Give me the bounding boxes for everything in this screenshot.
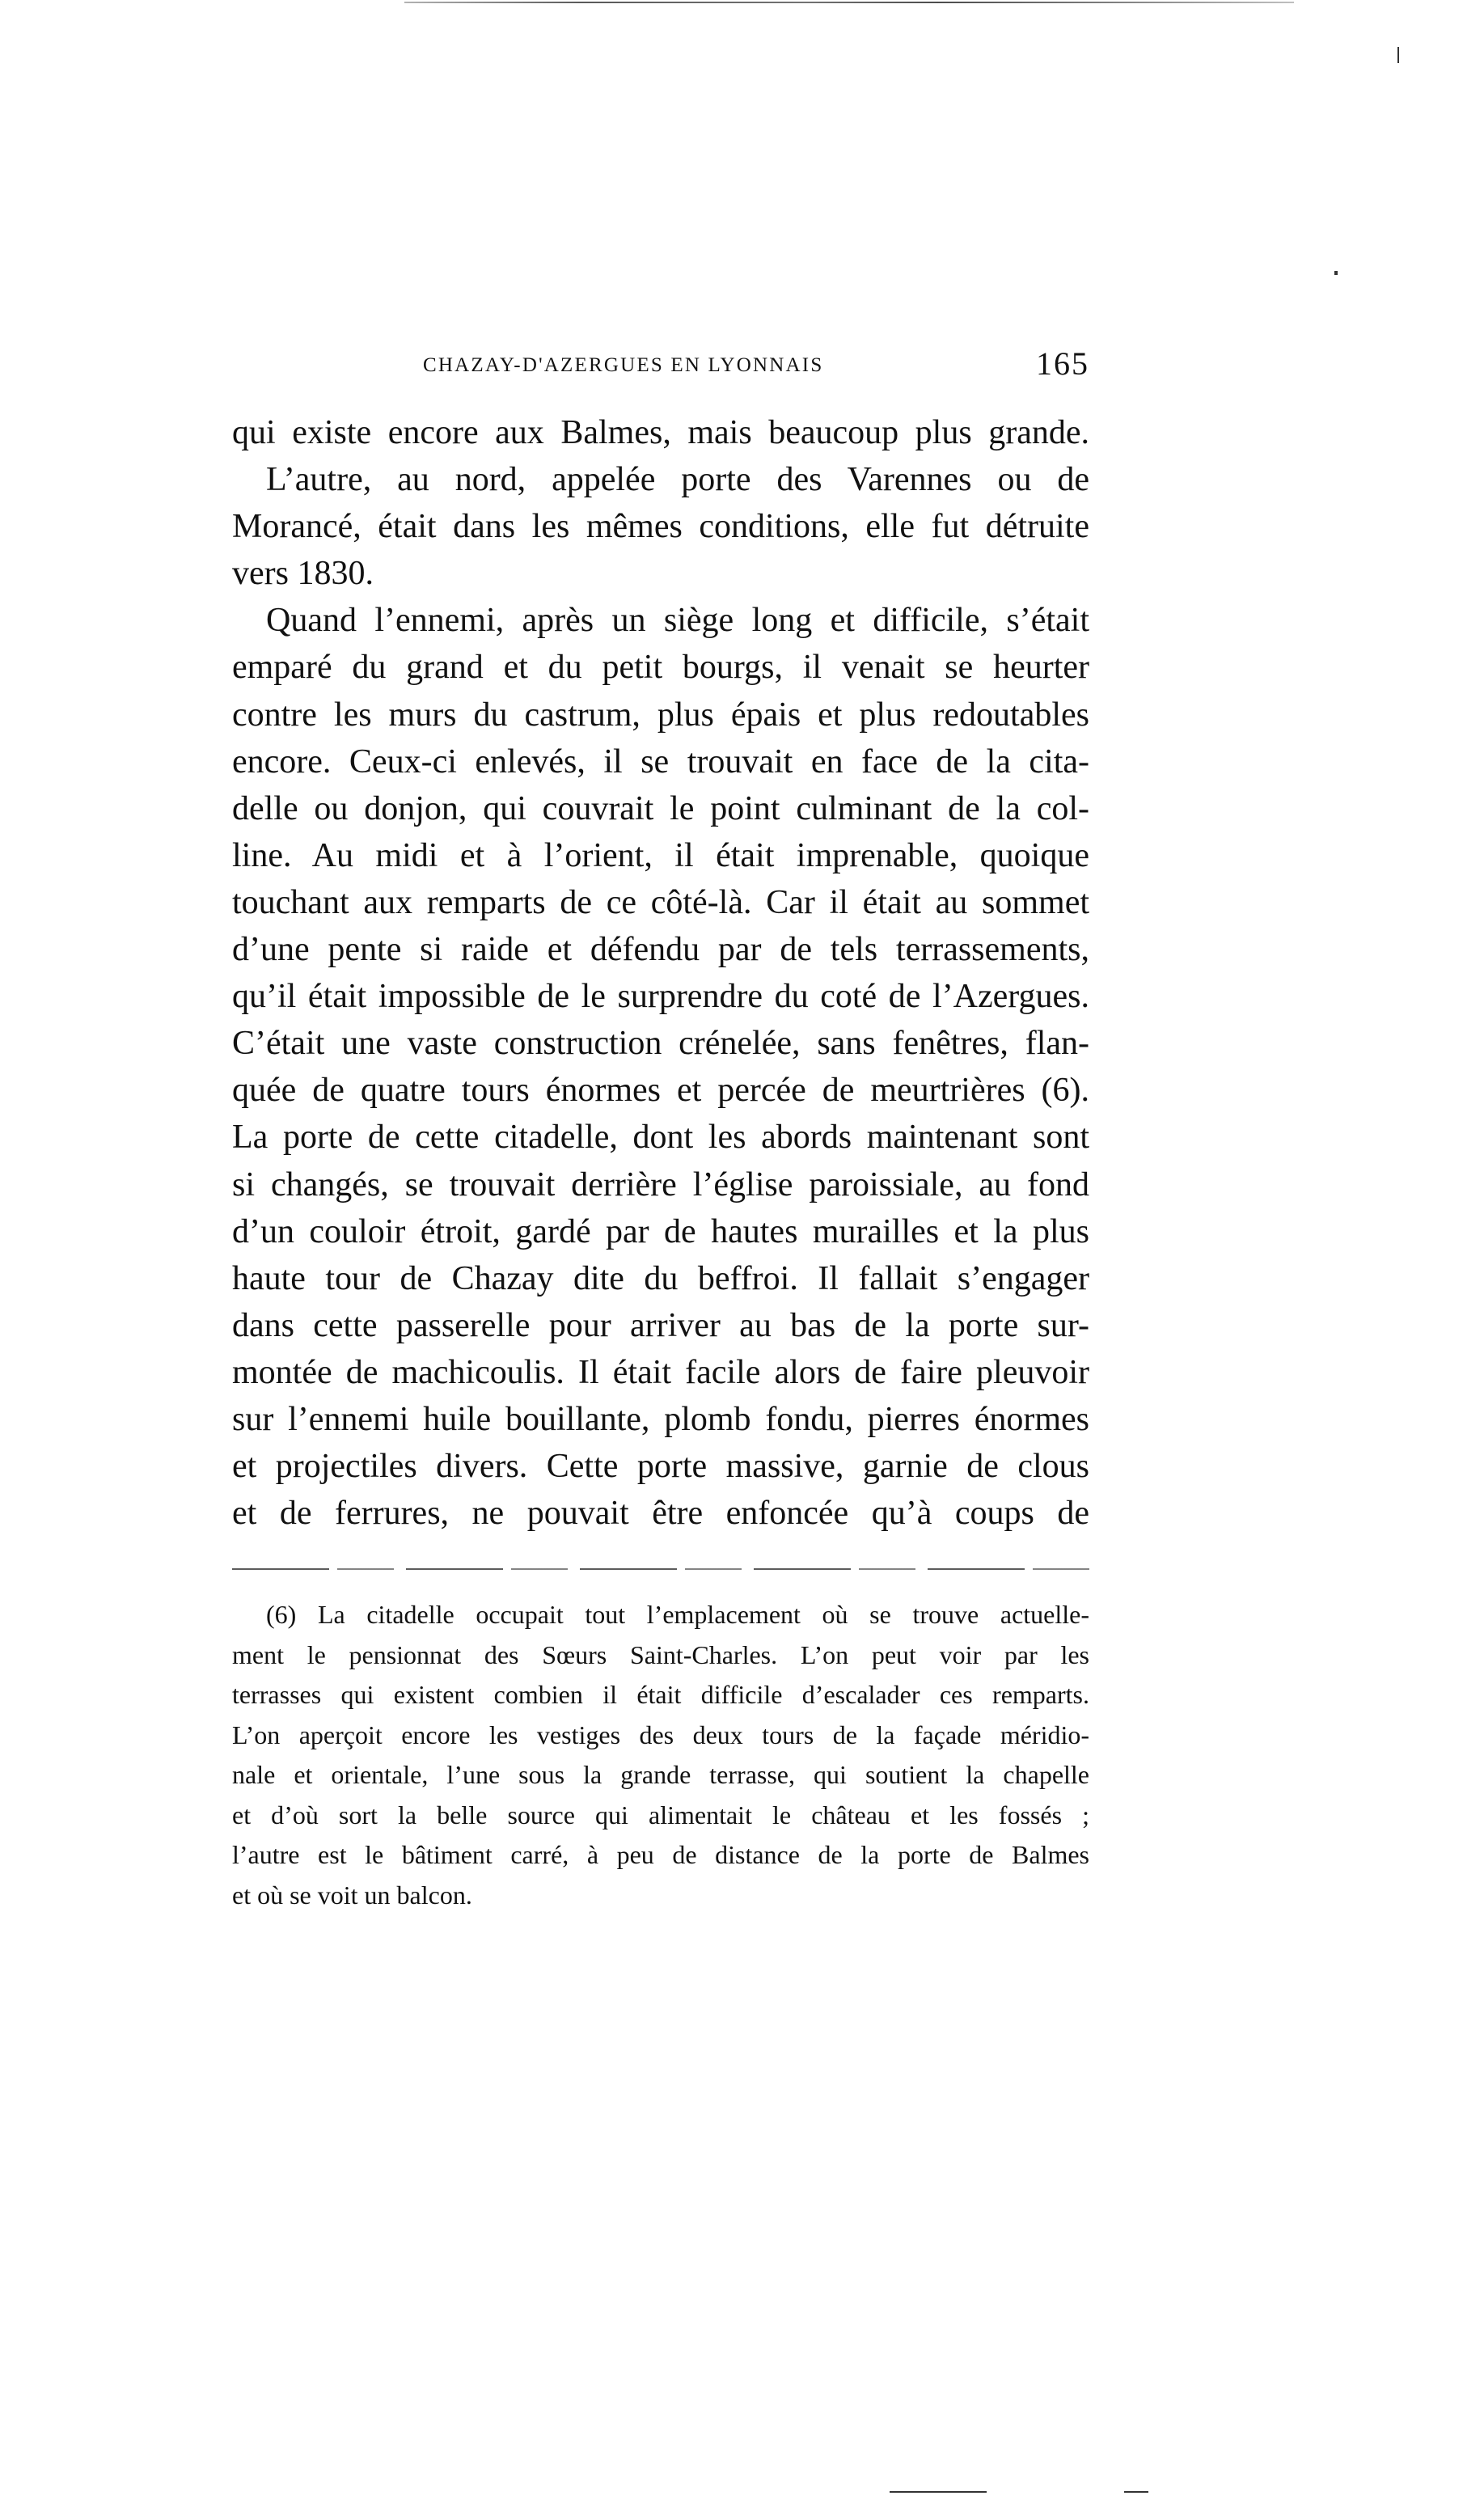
body-text [232,409,1089,1537]
body-line: emparé du grand et du petit bourgs, il venait se heurter [232,649,1089,687]
body-line: si changés, se trouvait derrière l’église paroissiale, au fond [232,1165,1089,1203]
body-line: contre les murs du castrum, plus épais et plus redoutables [232,696,1089,734]
footnote-line: L’on aperçoit encore les vestiges des deux tours de la façade méridio- [232,1720,1089,1749]
scan-speck [1334,271,1338,275]
body-line: L’autre, au nord, appelée porte des Varennes ou de [266,461,1089,499]
footnote-line: et où se voit un balcon. [232,1880,472,1910]
body-line: delle ou donjon, qui couvrait le point culminant de la col- [232,789,1089,827]
footnote-line: nale et orientale, l’une sous la grande terrasse, qui soutient la chapelle [232,1760,1089,1789]
body-line: et projectiles divers. Cette porte massive, garnie de clous [232,1448,1089,1486]
body-line: d’une pente si raide et défendu par de tels terrassements, [232,931,1089,969]
footnote-line: terrasses qui existent combien il était difficile d’escalader ces remparts. [232,1680,1089,1709]
scan-speck [1397,47,1399,63]
body-line: encore. Ceux-ci enlevés, il se trouvait en face de la cita- [232,742,1089,780]
body-line: Morancé, était dans les mêmes conditions, elle fut détruite [232,508,1089,546]
body-line: line. Au midi et à l’orient, il était imprenable, quoique [232,836,1089,874]
footnote-line: et d’où sort la belle source qui alimentait le château et les fossés ; [232,1800,1089,1830]
body-line: haute tour de Chazay dite du beffroi. Il fallait s’engager [232,1259,1089,1297]
footnote-line: (6) La citadelle occupait tout l’emplacement où se trouve actuelle- [266,1600,1089,1629]
body-line: montée de machicoulis. Il était facile alors de faire pleuvoir [232,1353,1089,1391]
footnote-separator [232,1568,1089,1570]
body-line: La porte de cette citadelle, dont les abords maintenant sont [232,1119,1089,1157]
scan-speck [890,2491,987,2493]
body-line: C’était une vaste construction crénelée, sans fenêtres, flan- [232,1025,1089,1063]
body-line: et de ferrures, ne pouvait être enfoncée qu’à coups de [232,1495,1089,1533]
body-line: qu’il était impossible de le surprendre du coté de l’Azergues. [232,978,1089,1016]
page-number: 165 [1036,345,1089,382]
body-line: sur l’ennemi huile bouillante, plomb fondu, pierres énormes [232,1400,1089,1438]
footnote-line: l’autre est le bâtiment carré, à peu de distance de la porte de Balmes [232,1840,1089,1869]
body-line: vers 1830. [232,555,374,593]
body-line: quée de quatre tours énormes et percée de meurtrières (6). [232,1072,1089,1110]
footnote [232,1595,1089,1915]
body-line: qui existe encore aux Balmes, mais beaucoup plus grande. [232,414,1089,451]
body-line: Quand l’ennemi, après un siège long et difficile, s’était [266,602,1089,640]
body-line: d’un couloir étroit, gardé par de hautes murailles et la plus [232,1212,1089,1250]
scan-speck [1124,2491,1148,2493]
scan-top-edge [404,2,1294,3]
body-line: dans cette passerelle pour arriver au bas de la porte sur- [232,1306,1089,1344]
running-head [423,345,1089,383]
body-line: touchant aux remparts de ce côté-là. Car il était au sommet [232,883,1089,921]
running-title: CHAZAY-D'AZERGUES EN LYONNAIS [423,354,824,376]
footnote-line: ment le pensionnat des Sœurs Saint-Charles. L’on peut voir par les [232,1639,1089,1669]
